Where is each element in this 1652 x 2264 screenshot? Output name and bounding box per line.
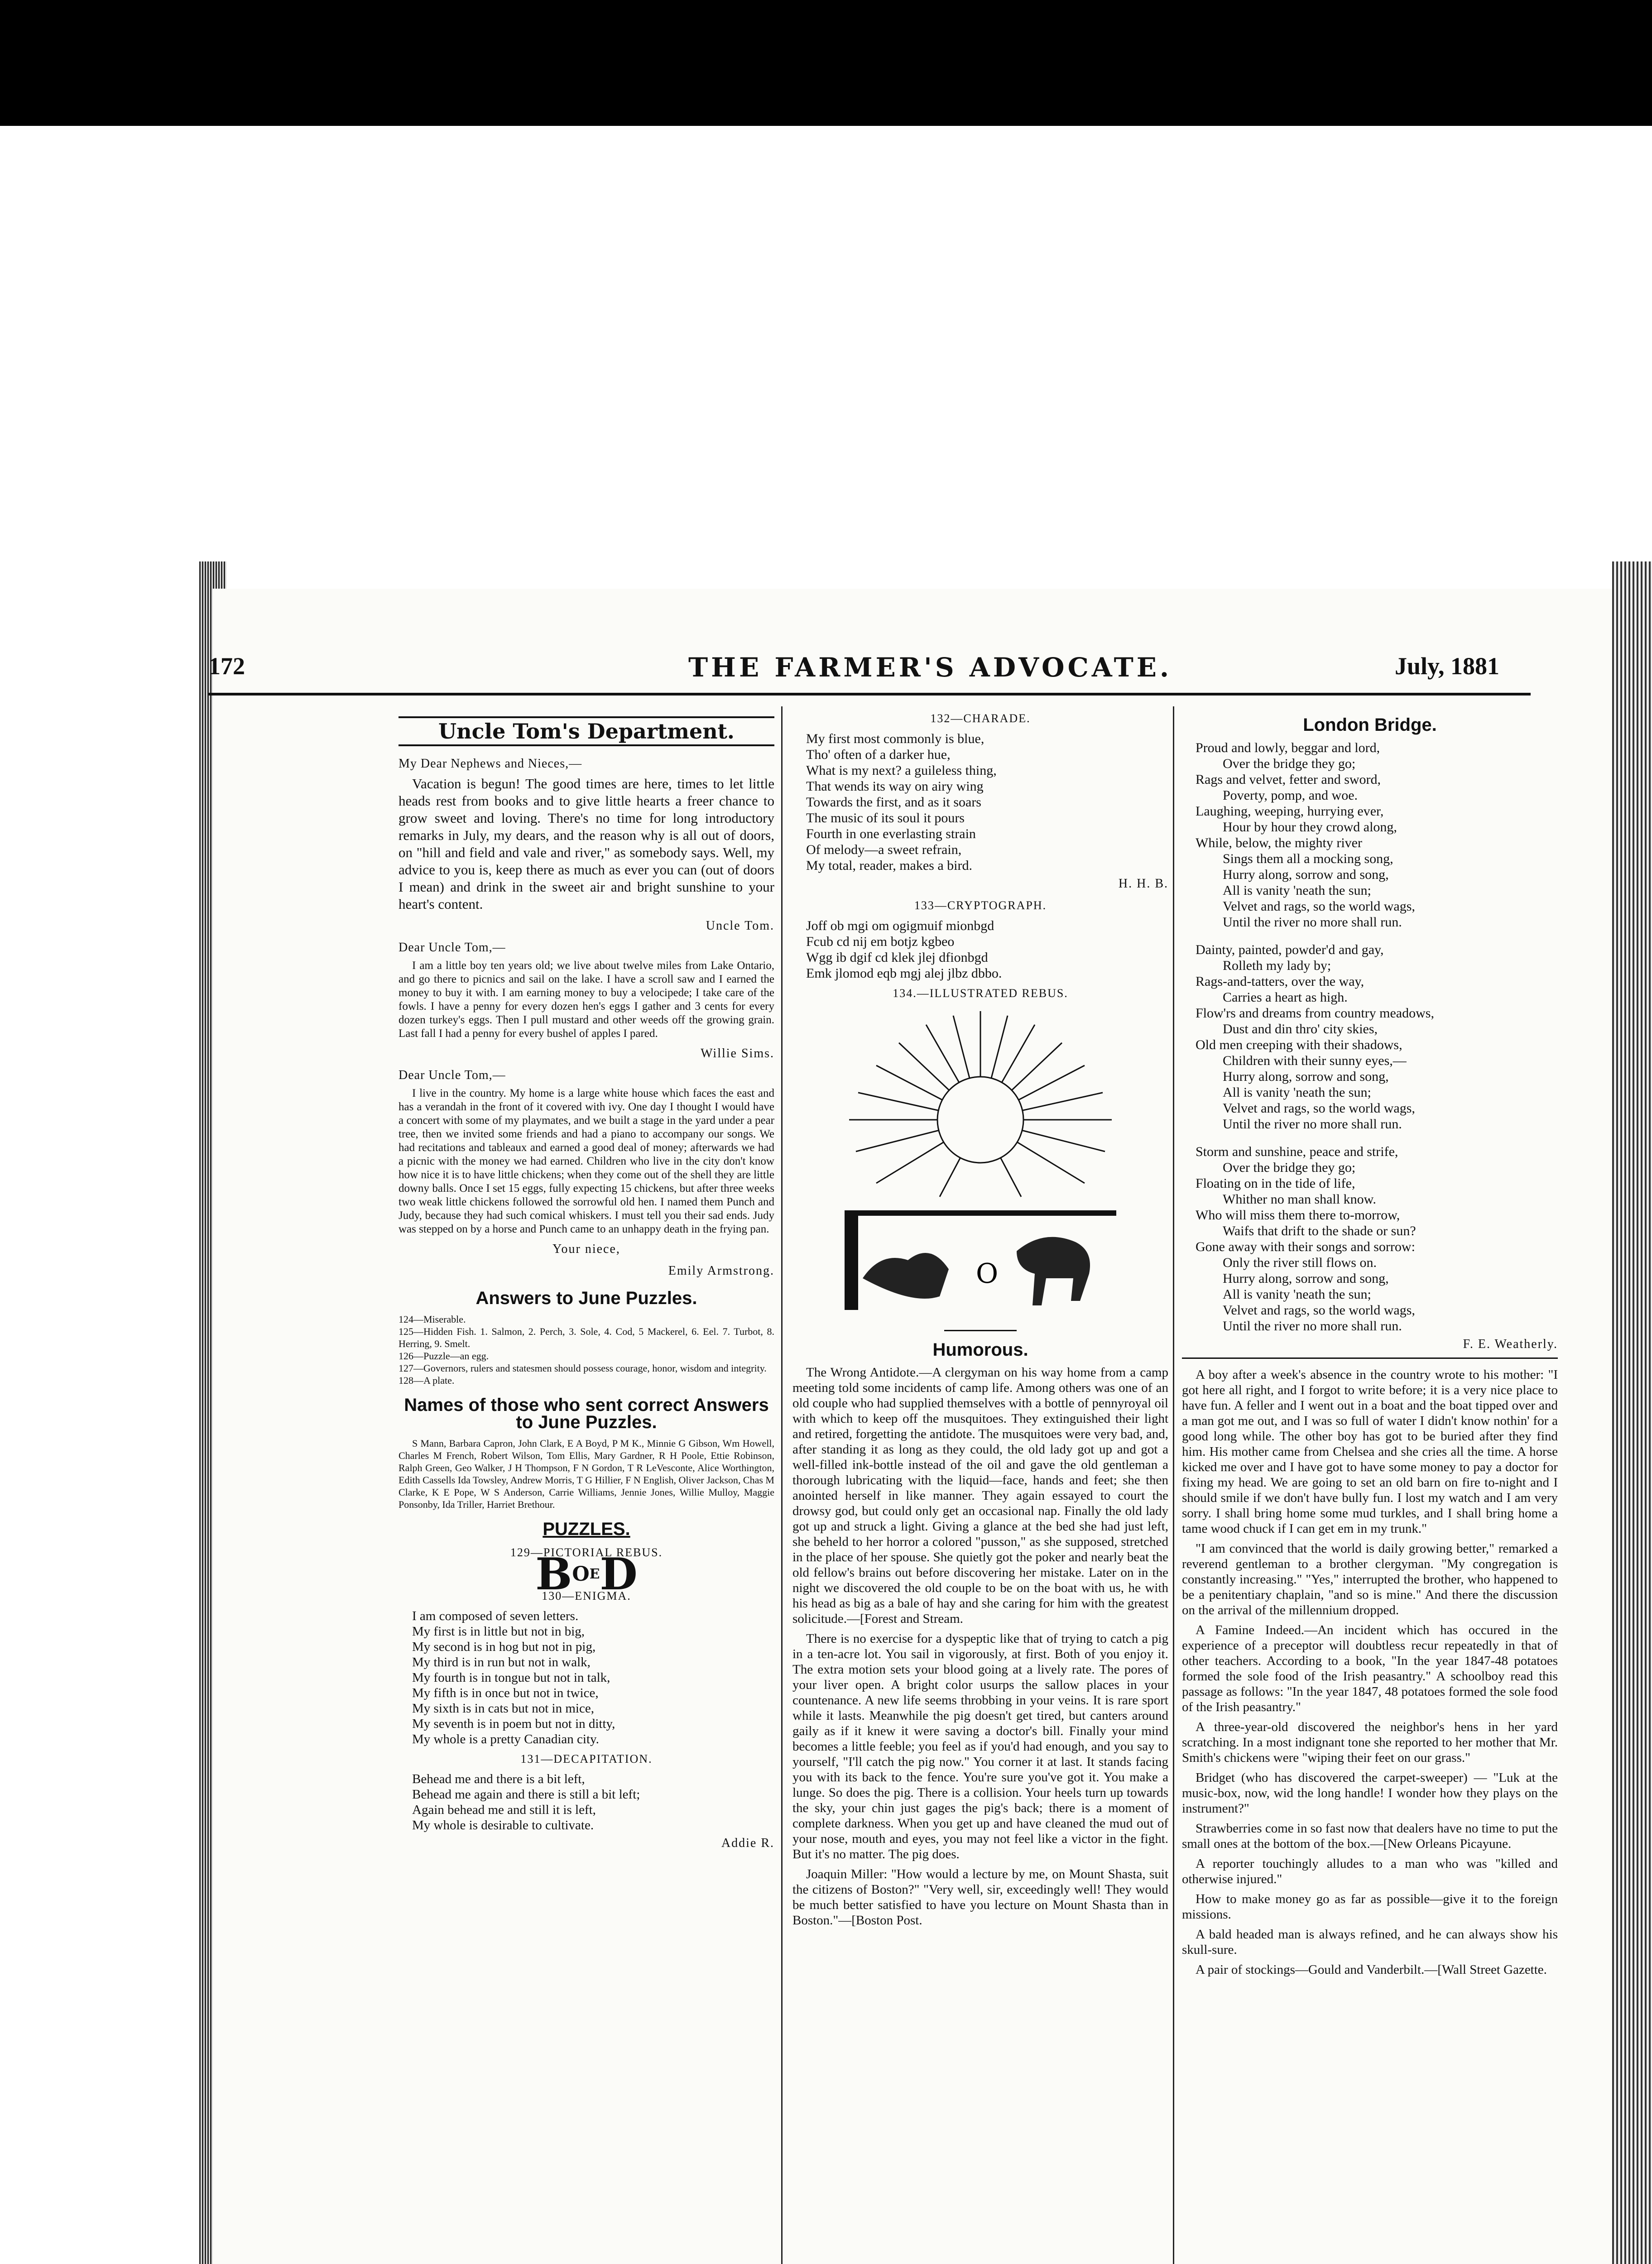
letter-salutation: Dear Uncle Tom,—	[399, 940, 506, 955]
answer-item: 125—Hidden Fish. 1. Salmon, 2. Perch, 3. Sole, 4. Cod, 5 Mackerel, 6. Eel. 7. Turbot, 8. Herring, 9. Smelt.	[399, 1326, 774, 1349]
verse-line: Poverty, pomp, and woe.	[1223, 788, 1358, 803]
verse-line: Sings them all a mocking song,	[1223, 851, 1393, 866]
poem-stanza	[1182, 1144, 1558, 1334]
verse-line: What is my next? a guileless thing,	[806, 763, 997, 778]
verse-line: Rags and velvet, fetter and sword,	[1196, 772, 1381, 787]
enigma-verse	[399, 1608, 774, 1747]
verse-line: Dainty, painted, powder'd and gay,	[1196, 942, 1384, 957]
signature: Uncle Tom.	[706, 919, 774, 933]
divider	[1182, 1357, 1558, 1359]
puzzle-130-heading: 130—ENIGMA.	[542, 1589, 631, 1602]
verse-line: My first is in little but not in big,	[412, 1624, 585, 1639]
verse-line: Until the river no more shall run.	[1223, 1117, 1402, 1132]
intro-text: Vacation is begun! The good times are here, times to let little heads rest from books and to give little hearts a freer chance to grow sweet and loving. There's no time for long introductory remarks in July, my dears, and the reason why is all out of doors, on "hill and field and vale and river," as somebody says. Well, my advice to you is, keep there as much as ever you can (out of doors I mean) and drink in the sweet air and bright sunshine to your heart's content.	[399, 776, 774, 912]
verse-line: Until the river no more shall run.	[1223, 1319, 1402, 1333]
verse-line: Over the bridge they go;	[1223, 756, 1356, 771]
verse-line: While, below, the mighty river	[1196, 835, 1362, 850]
poem-stanza	[1182, 942, 1558, 1132]
column-rule	[1173, 706, 1174, 2264]
puzzle-131-heading: 131—DECAPITATION.	[520, 1752, 653, 1765]
verse-line: Velvet and rags, so the world wags,	[1223, 1101, 1415, 1116]
verse-line: Velvet and rags, so the world wags,	[1223, 1303, 1415, 1318]
joke-item: A Famine Indeed.—An incident which has occured in the experience of a preceptor will doubtless recur repeatedly in that of other teachers. According to a book, "In the year 1847-48 potatoes formed the sole food of the Irish peasantry." A schoolboy read this passage as follows: "In the year 1847, 48 potatoes formed the sole food of the Irish peasantry."	[1182, 1623, 1558, 1714]
names-heading: Names of those who sent correct Answers to June Puzzles.	[404, 1395, 769, 1432]
verse-line: Hurry along, sorrow and song,	[1223, 867, 1389, 882]
verse-line: Old men creeping with their shadows,	[1196, 1037, 1402, 1052]
page-number: 172	[208, 652, 245, 680]
verse-line: My seventh is in poem but not in ditty,	[412, 1717, 615, 1731]
verse-line: My first most commonly is blue,	[806, 731, 984, 746]
verse-line: I am composed of seven letters.	[412, 1609, 579, 1623]
verse-line: Again behead me and still it is left,	[412, 1803, 596, 1817]
verse-line: Emk jlomod eqb mgj alej jlbz dbbo.	[806, 966, 1002, 981]
verse-line: Until the river no more shall run.	[1223, 915, 1402, 930]
verse-line: My sixth is in cats but not in mice,	[412, 1701, 594, 1716]
verse-line: Wgg ib dgif cd klek jlej dfionbgd	[806, 950, 988, 965]
verse-line: Flow'rs and dreams from country meadows,	[1196, 1006, 1434, 1021]
verse-line: My whole is a pretty Canadian city.	[412, 1732, 599, 1746]
verse-line: My whole is desirable to cultivate.	[412, 1818, 594, 1832]
page-edges	[1612, 561, 1652, 2264]
verse-line: All is vanity 'neath the sun;	[1223, 883, 1371, 898]
signature: Emily Armstrong.	[668, 1264, 774, 1278]
verse-line: That wends its way on airy wing	[806, 779, 984, 794]
joke-item: Bridget (who has discovered the carpet-sweeper) — "Luk at the music-box, now, wid the long handle! I wonder how they plays on the instrument?"	[1182, 1770, 1558, 1816]
charade-verse	[792, 731, 1168, 873]
answers-list	[399, 1313, 774, 1386]
department-title: Uncle Tom's Department.	[399, 716, 774, 746]
signature: F. E. Weatherly.	[1463, 1337, 1558, 1351]
verse-line: Fourth in one everlasting strain	[806, 826, 976, 841]
decapitation-verse	[399, 1771, 774, 1833]
answer-item: 128—A plate.	[399, 1375, 455, 1386]
letter-salutation: Dear Uncle Tom,—	[399, 1068, 506, 1082]
verse-line: My fourth is in tongue but not in talk,	[412, 1670, 610, 1685]
verse-line: Of melody—a sweet refrain,	[806, 842, 962, 857]
answer-item: 126—Puzzle—an egg.	[399, 1350, 489, 1362]
puzzle-133-heading: 133—CRYPTOGRAPH.	[914, 899, 1047, 912]
humorous-heading: Humorous.	[932, 1340, 1028, 1360]
joke-item: "I am convinced that the world is daily growing better," remarked a reverend gentleman to a brother clergyman. "My congregation is constantly increasing." "Yes," interrupted the brother, who happened to be a penitentiary chaplain, "and so is mine." And there the discussion on the arrival of the millennium dropped.	[1182, 1541, 1558, 1617]
verse-line: Laughing, weeping, hurrying ever,	[1196, 804, 1384, 819]
humor-item: Joaquin Miller: "How would a lecture by me, on Mount Shasta, suit the citizens of Boston?" "Very well, sir, exceedingly well! They would be much better satisfied to have you lecture on Mount Shasta than in Boston."—[Boston Post.	[792, 1867, 1168, 1928]
verse-line: My total, reader, makes a bird.	[806, 858, 973, 873]
pictorial-rebus: $B^OED$	[535, 1549, 638, 1600]
verse-line: Only the river still flows on.	[1223, 1255, 1377, 1270]
verse-line: All is vanity 'neath the sun;	[1223, 1085, 1371, 1100]
verse-line: Children with their sunny eyes,—	[1223, 1053, 1407, 1068]
letter-text: I am a little boy ten years old; we live about twelve miles from Lake Ontario, and go there to picnics and sail on the lake. I have a scroll saw and I earned the money to buy it with. I am earning money to buy a velocipede; I take care of the fowls. I have a penny for every dozen hen's eggs I gather and 3 cents for every dozen turkey's eggs. Then I pull mustard and other weeds off the growing grain. Last fall I had a penny for every bushel of apples I pared.	[399, 959, 774, 1040]
verse-line: Rags-and-tatters, over the way,	[1196, 974, 1364, 989]
header-rule	[208, 693, 1531, 696]
poem-title: London Bridge.	[1303, 715, 1437, 735]
verse-line: Joff ob mgi om ogigmuif mionbgd	[806, 918, 994, 933]
puzzle-134-heading: 134.—ILLUSTRATED REBUS.	[893, 987, 1068, 1000]
closing: Your niece,	[552, 1242, 620, 1256]
verse-line: Hurry along, sorrow and song,	[1223, 1069, 1389, 1084]
column-london-bridge	[1182, 706, 1558, 1982]
masthead-title: THE FARMER'S ADVOCATE.	[688, 652, 1172, 683]
verse-line: Rolleth my lady by;	[1223, 958, 1331, 973]
verse-line: My second is in hog but not in pig,	[412, 1640, 596, 1654]
column-puzzles-humorous	[792, 706, 1168, 1933]
verse-line: Towards the first, and as it soars	[806, 795, 981, 810]
verse-line: Velvet and rags, so the world wags,	[1223, 899, 1415, 914]
answers-heading: Answers to June Puzzles.	[475, 1288, 697, 1308]
rebus-letter: O	[976, 1258, 999, 1290]
verse-line: Fcub cd nij em botjz kgbeo	[806, 934, 955, 949]
verse-line: Proud and lowly, beggar and lord,	[1196, 740, 1380, 755]
verse-line: Behead me and there is a bit left,	[412, 1772, 585, 1786]
salutation: My Dear Nephews and Nieces,—	[399, 757, 582, 771]
divider	[944, 1330, 1017, 1331]
signature: H. H. B.	[1118, 877, 1168, 891]
column-uncle-tom	[399, 706, 774, 1856]
verse-line: Storm and sunshine, peace and strife,	[1196, 1144, 1398, 1159]
verse-line: Behead me again and there is still a bit left;	[412, 1787, 640, 1802]
verse-line: My third is in run but not in walk,	[412, 1655, 591, 1669]
illustrated-rebus-image	[826, 1007, 1134, 1324]
poem-stanza	[1182, 740, 1558, 930]
verse-line: Who will miss them there to-morrow,	[1196, 1208, 1400, 1223]
answer-item: 124—Miserable.	[399, 1314, 466, 1325]
verse-line: All is vanity 'neath the sun;	[1223, 1287, 1371, 1302]
verse-line: Floating on in the tide of life,	[1196, 1176, 1355, 1191]
humor-item: The Wrong Antidote.—A clergyman on his way home from a camp meeting told some incidents of camp life. Among others was one of an old couple who had supplied themselves with a bottle of pennyroyal oil with which to keep off the musquitoes. They extinguished their light and retired, forgetting the antidote. The musquitoes were very bad, and, after standing it as long as they could, the old lady got up and got a well-filled ink-bottle instead of the oil and gave the old gentleman a thorough lubricating with the liquid—face, hands and feet; she then anointed herself in like manner. They again essayed to court the drowsy god, but could only get an occasional nap. Finally the old lady got up and struck a light. Giving a glance at the bed she had just left, she beheld to her horror a colored "pusson," as she supposed, stretched in the place of her spouse. She quietly got the poker and nearly beat the old fellow's brains out before discovering her mistake. Later on in the night we discovered the old couple to be on the boat with us, he with his head as big as a bale of hay and she caring for him with the greatest solicitude.—[Forest and Stream.	[792, 1365, 1169, 1626]
puzzle-132-heading: 132—CHARADE.	[930, 712, 1031, 725]
names-list: S Mann, Barbara Capron, John Clark, E A Boyd, P M K., Minnie G Gibson, Wm Howell, Charles M French, Robert Wilson, Tom Ellis, Mary Gardner, R H Poole, Ettie Robinson, Ralph Green, Geo Walker, J H Thompson, F N Gordon, T R LeVesconte, Alice Worthington, Edith Cassells Ida Towsley, Andrew Morris, T G Hillier, F N English, Oliver Jackson, Chas M Clarke, K E Pope, W S Anderson, Carrie Williams, Jennie Jones, Willie Mulloy, Maggie Ponsonby, Ida Triller, Harriet Brethour.	[399, 1438, 774, 1510]
joke-item: Strawberries come in so fast now that dealers have no time to put the small ones at the bottom of the box.—[New Orleans Picayune.	[1182, 1821, 1558, 1851]
verse-line: Gone away with their songs and sorrow:	[1196, 1239, 1415, 1254]
verse-line: Hour by hour they crowd along,	[1223, 820, 1397, 835]
verse-line: Waifs that drift to the shade or sun?	[1223, 1223, 1416, 1238]
answer-item: 127—Governors, rulers and statesmen should possess courage, honor, wisdom and integrity.	[399, 1362, 767, 1374]
signature: Addie R.	[721, 1836, 774, 1850]
joke-item: A bald headed man is always refined, and he can always show his skull-sure.	[1182, 1927, 1558, 1957]
verse-line: Tho' often of a darker hue,	[806, 747, 951, 762]
joke-item: A pair of stockings—Gould and Vanderbilt.—[Wall Street Gazette.	[1196, 1962, 1547, 1977]
verse-line: Over the bridge they go;	[1223, 1160, 1356, 1175]
humor-item: There is no exercise for a dyspeptic like that of trying to catch a pig in a ten-acre lot. You sail in vigorously, at first. Both of you enjoy it. The extra motion sets your blood going at a lively rate. The pores of your liver open. A bright color usurps the sallow places in your countenance. A new life seems throbbing in your veins. It is rare sport while it lasts. Meanwhile the pig doesn't get tired, but canters around gaily as if it knew it were saving a doctor's bill. Finally your mind becomes a little feeble; you feel as if you'd had enough, and you say to yourself, "I'll catch the pig now." You corner it at last. It stands facing you with its back to the fence. You're sure you've got it. You make a lunge. So does the pig. There is a collision. Your heels turn up towards the sky, your chin just gages the pig's back; there is a moment of complete darkness. When you get up and have cleaned the mud out of your nose, mouth and eyes, you may not feel like a victor in the fight. But it's no matter. The pig does.	[792, 1631, 1168, 1861]
verse-line: My fifth is in once but not in twice,	[412, 1686, 599, 1700]
letter-text: I live in the country. My home is a large white house which faces the east and has a verandah in the front of it covered with ivy. One day I thought I would have a concert with some of my playmates, and we built a stage in the yard under a pear tree, then we invited some friends and had a piano to accompany our songs. We had recitations and tableaux and earned a good deal of money; afterwards we had a picnic with the money we had earned. Children who live in the city don't know how nice it is to have little chickens; when they come out of the shell they are little downy balls. Once I set 15 eggs, fully expecting 15 chickens, but after three weeks two weak little chickens followed the sorrowful old hen. I named them Punch and Judy, because they had such comical whiskers. I must tell you their sad ends. Judy was stepped on by a horse and Punch came to an unhappy death in the frying pan.	[399, 1087, 774, 1235]
verse-line: Hurry along, sorrow and song,	[1223, 1271, 1389, 1286]
verse-line: Carries a heart as high.	[1223, 990, 1348, 1005]
column-rule	[781, 706, 783, 2264]
joke-item: A boy after a week's absence in the country wrote to his mother: "I got here all right, and I forgot to write before; it is a very nice place to have fun. A feller and I went out in a boat and the boat tipped over and a man got me out, and I was so full of water I didn't know nothin' for a good long while. The other boy has got to be buried after they find him. His mother came from Chelsea and she cries all the time. A horse kicked me over and I have got to have some money to pay a doctor for fixing my head. We are going to set an old barn on fire to-night and I should smile if we don't have bully fun. I lost my watch and I am very sorry. I shall bring home some mud turkles, and I shall bring home a tame wood chuck if I can get em in my trunk."	[1182, 1367, 1558, 1536]
puzzle-129-heading: 129—PICTORIAL REBUS.	[510, 1546, 663, 1559]
verse-line: The music of its soul it pours	[806, 811, 965, 825]
joke-item: How to make money go as far as possible—give it to the foreign missions.	[1182, 1892, 1558, 1922]
issue-date: July, 1881	[1395, 652, 1500, 680]
joke-item: A reporter touchingly alludes to a man who was "killed and otherwise injured."	[1182, 1856, 1558, 1886]
signature: Willie Sims.	[701, 1046, 774, 1060]
puzzles-heading: PUZZLES.	[543, 1519, 630, 1539]
joke-item: A three-year-old discovered the neighbor's hens in her yard scratching. In a most indignant tone she reported to her mother that Mr. Smith's chickens were "wiping their feet on our grass."	[1182, 1720, 1558, 1765]
verse-line: Whither no man shall know.	[1223, 1192, 1376, 1207]
cryptograph-text	[792, 918, 1168, 981]
verse-line: Dust and din thro' city skies,	[1223, 1022, 1378, 1036]
